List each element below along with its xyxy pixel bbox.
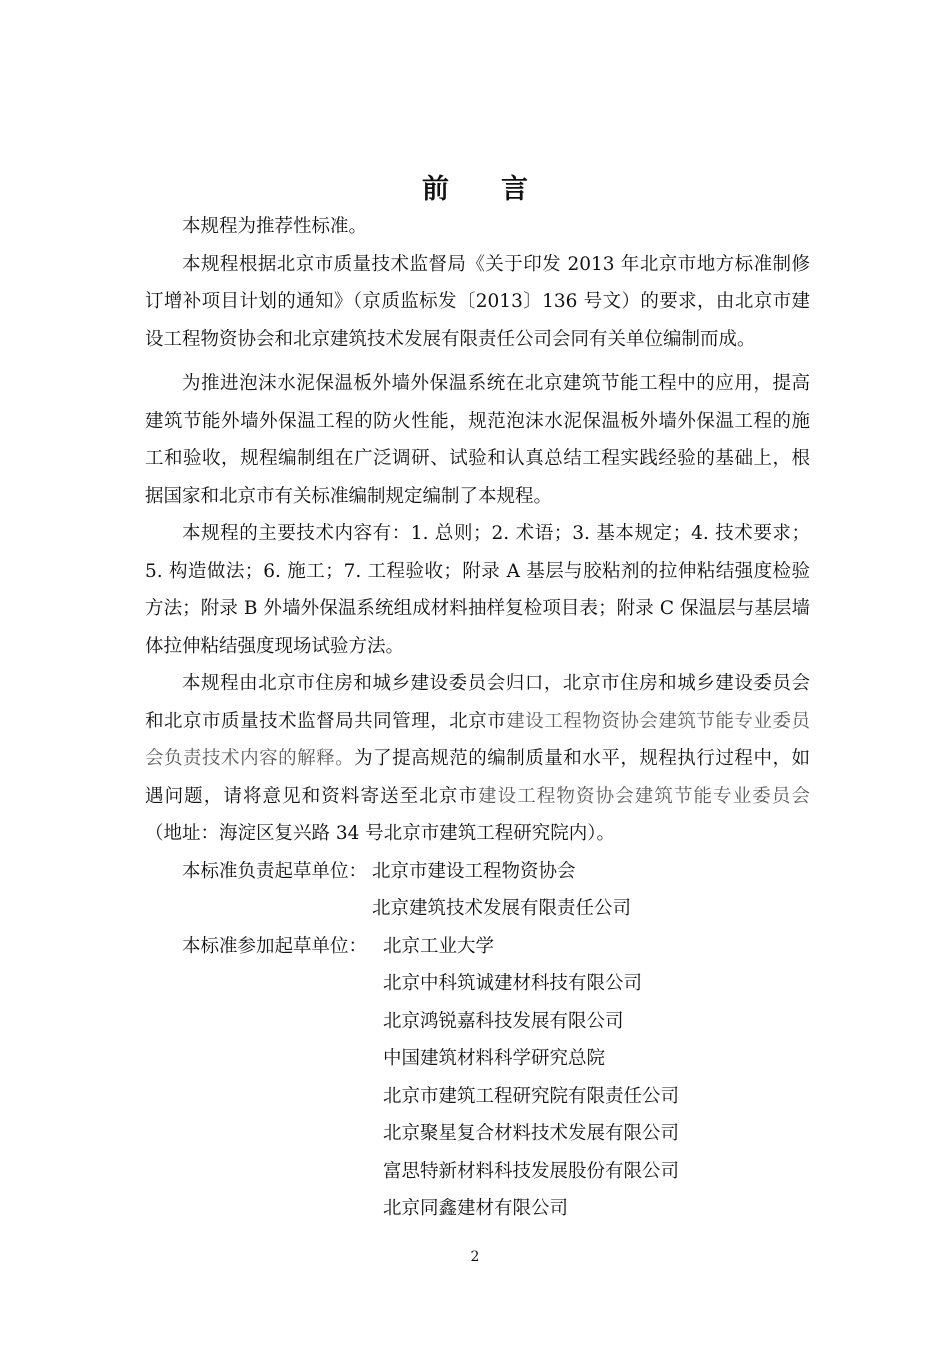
management-text-4: 建设工程物资协会建筑节能专业委员会 [478, 785, 810, 807]
paragraph-contents: 本规程的主要技术内容有：1. 总则；2. 术语；3. 基本规定；4. 技术要求；5. 构造做法；6. 施工；7. 工程验收；附录 A 基层与胶粘剂的拉伸粘结强度检验方法；附录 B 外墙外保温系统组成材料抽样复检项目表；附录 C 保温层与基层墙体拉伸粘结强度现场试验方法。 [145, 523, 810, 657]
participating-units-row-7 [145, 1153, 810, 1191]
participating-units-label: 本标准参加起草单位： [182, 935, 368, 957]
participating-units-row-6 [145, 1115, 810, 1153]
participating-unit-item: 北京工业大学 [383, 935, 495, 957]
participating-units-row-1 [145, 928, 810, 966]
participating-unit-item: 北京市建筑工程研究院有限责任公司 [383, 1085, 680, 1107]
preface-body [145, 208, 810, 1228]
participating-units-row-4 [145, 1040, 810, 1078]
participating-unit-item: 中国建筑材料科学研究总院 [383, 1048, 606, 1069]
page-number: 2 [470, 1249, 480, 1265]
participating-units-row-3 [145, 1003, 810, 1041]
participating-unit-item: 富思特新材料科技发展股份有限公司 [383, 1160, 680, 1182]
lead-units-row-2 [145, 890, 810, 928]
participating-unit-item: 北京鸿锐嘉科技发展有限公司 [383, 1010, 624, 1032]
management-text-3: 为了提高规范的编制质量和水平，规程执行过程中，如遇问题，请将意见和资料寄送至北京市 [145, 748, 810, 807]
lead-units-label: 本标准负责起草单位： [182, 860, 368, 882]
participating-units-row-5 [145, 1078, 810, 1116]
management-text-1: 本规程由北京市住房和城乡建设委员会归口，北京市住房和城乡建设委员会和北京市质量技术监督局共同管理，北京市 [145, 673, 810, 732]
participating-unit-item: 北京中科筑诚建材科技有限公司 [383, 973, 643, 994]
participating-unit-item: 北京同鑫建材有限公司 [383, 1198, 569, 1219]
management-text-2: 建设工程物资协会建筑节能专业委员会负责技术内容的解释。 [145, 710, 810, 769]
page-title: 前言 [422, 174, 580, 205]
lead-unit-item: 北京市建设工程物资协会 [372, 860, 576, 882]
lead-units-row-1 [145, 853, 810, 891]
lead-unit-item: 北京建筑技术发展有限责任公司 [372, 898, 632, 919]
participating-units-row-8 [145, 1190, 810, 1228]
paragraph-standard-type: 本规程为推荐性标准。 [182, 216, 368, 237]
paragraph-management [145, 665, 810, 853]
paragraph-purpose: 为推进泡沫水泥保温板外墙外保温系统在北京建筑节能工程中的应用，提高建筑节能外墙外保温工程的防火性能，规范泡沫水泥保温板外墙外保温工程的施工和验收，规程编制组在广泛调研、试验和认真总结工程实践经验的基础上，根据国家和北京市有关标准编制规定编制了本规程。 [145, 373, 810, 507]
participating-units-row-2 [145, 965, 810, 1003]
paragraph-basis: 本规程根据北京市质量技术监督局《关于印发 2013 年北京市地方标准制修订增补项目计划的通知》（京质监标发〔2013〕136 号文）的要求，由北京市建设工程物资协会和北京建筑技术发展有限责任公司会同有关单位编制而成。 [145, 253, 810, 350]
management-address: （地址：海淀区复兴路 34 号北京市建筑工程研究院内）。 [145, 823, 616, 844]
participating-unit-item: 北京聚星复合材料技术发展有限公司 [383, 1123, 680, 1144]
